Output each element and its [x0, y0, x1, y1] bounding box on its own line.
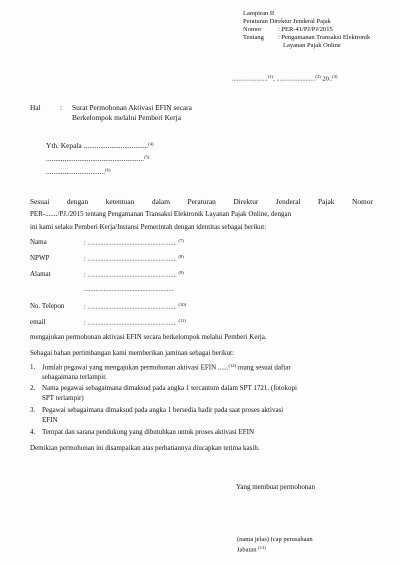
ref-12: (12) — [228, 363, 237, 368]
intro-word: Nomor — [351, 197, 373, 206]
intro-word: Direktur — [233, 197, 259, 206]
consideration-text: Sebagai bahan pertimbangan kami memberikan jaminan sebagai berikut: — [30, 349, 234, 357]
field-label-nama: Nama — [30, 238, 47, 246]
hal-line1: Surat Permohonan Aktivasi EFIN secara — [72, 103, 192, 112]
tentang-label: Tentang — [243, 34, 264, 41]
ref-4: (4) — [148, 141, 154, 147]
recipient-line1 — [46, 142, 154, 149]
intro-word: dengan — [66, 197, 89, 206]
field-label-email: email — [30, 318, 46, 326]
intro-word: Peraturan — [187, 197, 216, 206]
item-2-line2: SPT terlampir) — [42, 394, 84, 402]
intro-line1 — [30, 198, 373, 205]
signature-name-line — [237, 537, 313, 544]
field-value-alamat-line2 — [84, 287, 173, 294]
signature-cap: (cap perusahaan — [268, 536, 313, 543]
signature-jabatan: Jabatan — [237, 546, 259, 554]
field-dots: ....................................................... — [84, 286, 174, 293]
recipient-dots1: ................................... — [83, 141, 149, 150]
field-dots: : ....................................................... — [84, 239, 177, 247]
ref-10: (10) — [178, 302, 187, 307]
peraturan-label: Peraturan Direktur Jenderal Pajak — [243, 18, 331, 25]
field-dots: : ....................................................... — [84, 319, 177, 327]
field-dots: : ....................................................... — [84, 255, 177, 263]
intro-word: Sesuai — [30, 197, 50, 206]
item-number: 4. — [30, 428, 36, 436]
intro-line3: ini kami selaku Pemberi Kerja/Instansi Pemerintah dengan identitas sebagai berikut: — [30, 223, 267, 231]
ref-3: (3) — [332, 74, 338, 79]
recipient-dots2: ..................................................... — [46, 154, 144, 163]
recipient-dots3: ................................ — [46, 167, 106, 176]
item-number: 1. — [30, 363, 36, 371]
ref-5: (5) — [143, 154, 150, 160]
yth-label: Yth. Kepala — [46, 141, 84, 150]
item-1-text-b: orang sesuai daftar — [236, 363, 291, 372]
ref-6: (6) — [105, 167, 111, 173]
item-1-line1 — [42, 364, 291, 372]
field-value-email — [84, 319, 186, 327]
item-2-line1: Nama pegawai sebagaimana dimaksud pada angka 1 tercantum dalam SPT 1721. (fotokopi — [42, 384, 297, 392]
field-dots: : ....................................................... — [84, 271, 177, 279]
recipient-line2 — [46, 155, 149, 162]
ref-13: (13) — [258, 545, 266, 550]
ref-9: (9) — [178, 270, 184, 275]
lampiran-label: Lampiran II — [243, 10, 275, 17]
place-date — [232, 75, 337, 83]
intro-word: Jenderal — [275, 197, 301, 206]
ref-7: (7) — [178, 238, 184, 243]
field-label-alamat: Alamat — [30, 270, 51, 278]
field-label-npwp: NPWP — [30, 254, 50, 262]
ref-8: (8) — [178, 254, 184, 259]
hal-line2: Berkelompok melalui Pemberi Kerja — [72, 113, 181, 122]
field-dots: : ....................................................... — [84, 303, 177, 311]
tentang-value-line2: Layanan Pajak Online — [283, 42, 341, 49]
item-1-text-a: Jumlah pegawai yang mengajukan permohonan aktivasi EFIN ...... — [42, 363, 229, 372]
item-3-line2: EFIN — [42, 416, 58, 424]
item-1-line2: sebagaimana terlampir. — [42, 373, 107, 381]
ref-1: (1) — [267, 74, 274, 79]
tentang-value-line1: : Pengamanan Transaksi Elektronik — [278, 34, 371, 41]
ref-2: (2) — [315, 74, 321, 79]
signature-name: (nama jelas) — [237, 536, 269, 543]
place-date-separator: , — [273, 75, 277, 83]
recipient-line3 — [46, 168, 110, 175]
field-label-telepon: No. Telepon — [30, 302, 65, 310]
signature-jabatan-line — [237, 546, 266, 554]
nomor-label: Nomor — [243, 26, 262, 33]
intro-line2: PER-......./PJ./2015 tentang Pengamanan Transaksi Elektronik Layanan Pajak Online, dengan — [30, 210, 292, 218]
date-year: 20.. — [320, 75, 333, 83]
ref-11: (11) — [178, 318, 186, 323]
item-number: 3. — [30, 406, 36, 414]
signature-maker: Yang membuat permohonan — [236, 483, 315, 491]
place-dots: ...................... — [232, 75, 268, 83]
field-value-alamat — [84, 271, 184, 279]
intro-word: Pajak — [318, 197, 335, 206]
intro-word: dalam — [151, 197, 170, 206]
item-3-line1: Pegawai sebagaimana dimaksud pada angka 1 bersedia hadir pada saat proses aktivasi — [42, 406, 284, 414]
field-value-telepon — [84, 303, 186, 311]
date-dots: ........................ — [276, 75, 316, 83]
closing-text: Demikian permohonan ini disampaikan atas perhatiannya diucapkan terima kasih. — [30, 444, 260, 452]
item-number: 2. — [30, 384, 36, 392]
intro-word: ketentuan — [105, 197, 135, 206]
nomor-value: : PER-41/PJ/PJ/2015 — [278, 26, 333, 33]
item-4-line1: Tempat dan sarana pendukung yang dibutuhkan untuk proses aktivasi EFIN — [42, 428, 254, 436]
hal-colon: : — [60, 103, 63, 112]
request-text: mengajukan permohonan aktivasi EFIN secara berkelompok melalui Pemberi Kerja. — [30, 333, 267, 341]
hal-label: Hal — [30, 103, 41, 112]
field-value-npwp — [84, 255, 184, 263]
field-value-nama — [84, 239, 184, 247]
